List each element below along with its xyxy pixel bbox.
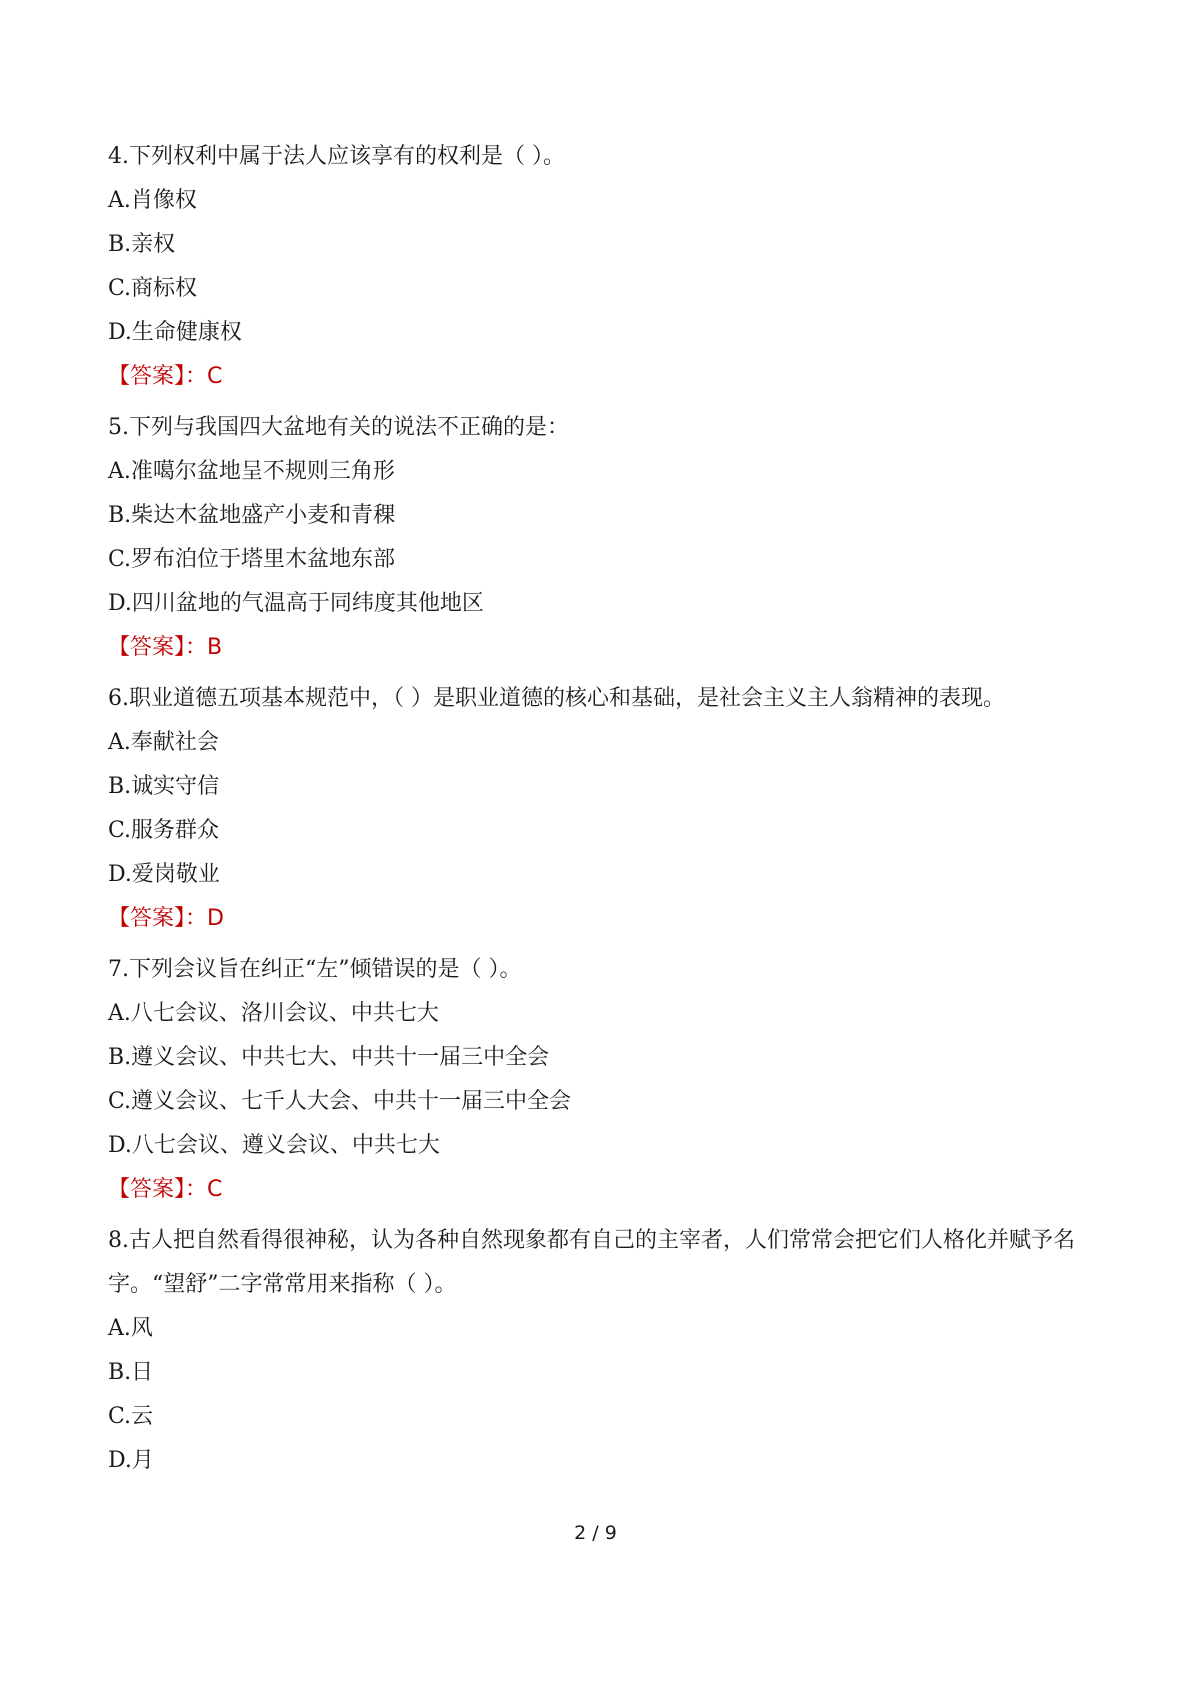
option-d: D.月 — [108, 1448, 154, 1473]
question-stem: 6.职业道德五项基本规范中，（ ）是职业道德的核心和基础，是社会主义主人翁精神的表现。 — [108, 686, 1005, 711]
page-number: 2 / 9 — [574, 1522, 617, 1544]
option-b: B.日 — [108, 1360, 154, 1385]
option-c: C.遵义会议、七千人大会、中共十一届三中全会 — [108, 1089, 572, 1114]
option-a: A.八七会议、洛川会议、中共七大 — [108, 1001, 439, 1026]
option-a: A.肖像权 — [108, 188, 197, 213]
option-b: B.遵义会议、中共七大、中共十一届三中全会 — [108, 1045, 550, 1070]
question-4 — [108, 142, 1088, 392]
answer-label: 【答案】：D — [108, 906, 224, 931]
option-a: A.风 — [108, 1316, 153, 1341]
question-6 — [108, 684, 1088, 934]
question-stem: 4.下列权利中属于法人应该享有的权利是（ ）。 — [108, 144, 565, 169]
question-7 — [108, 955, 1088, 1205]
option-b: B.亲权 — [108, 232, 176, 257]
question-stem: 5.下列与我国四大盆地有关的说法不正确的是： — [108, 415, 569, 440]
question-stem: 8.古人把自然看得很神秘，认为各种自然现象都有自己的主宰者，人们常常会把它们人格化并赋予名字。“望舒”二字常常用来指称（ ）。 — [108, 1228, 1075, 1297]
answer-label: 【答案】：C — [108, 364, 223, 389]
option-d: D.四川盆地的气温高于同纬度其他地区 — [108, 591, 484, 616]
option-c: C.云 — [108, 1404, 154, 1429]
option-b: B.柴达木盆地盛产小麦和青稞 — [108, 503, 396, 528]
option-d: D.八七会议、遵义会议、中共七大 — [108, 1133, 440, 1158]
question-stem: 7.下列会议旨在纠正“左”倾错误的是（ ）。 — [108, 957, 522, 982]
option-c: C.服务群众 — [108, 818, 220, 843]
answer-label: 【答案】：B — [108, 635, 223, 660]
option-c: C.商标权 — [108, 276, 198, 301]
option-b: B.诚实守信 — [108, 774, 220, 799]
option-d: D.爱岗敬业 — [108, 862, 220, 887]
document-body — [108, 142, 1088, 1490]
question-5 — [108, 413, 1088, 663]
option-c: C.罗布泊位于塔里木盆地东部 — [108, 547, 396, 572]
option-a: A.准噶尔盆地呈不规则三角形 — [108, 459, 395, 484]
option-a: A.奉献社会 — [108, 730, 219, 755]
option-d: D.生命健康权 — [108, 320, 242, 345]
question-8 — [108, 1219, 1088, 1476]
answer-label: 【答案】：C — [108, 1177, 223, 1202]
